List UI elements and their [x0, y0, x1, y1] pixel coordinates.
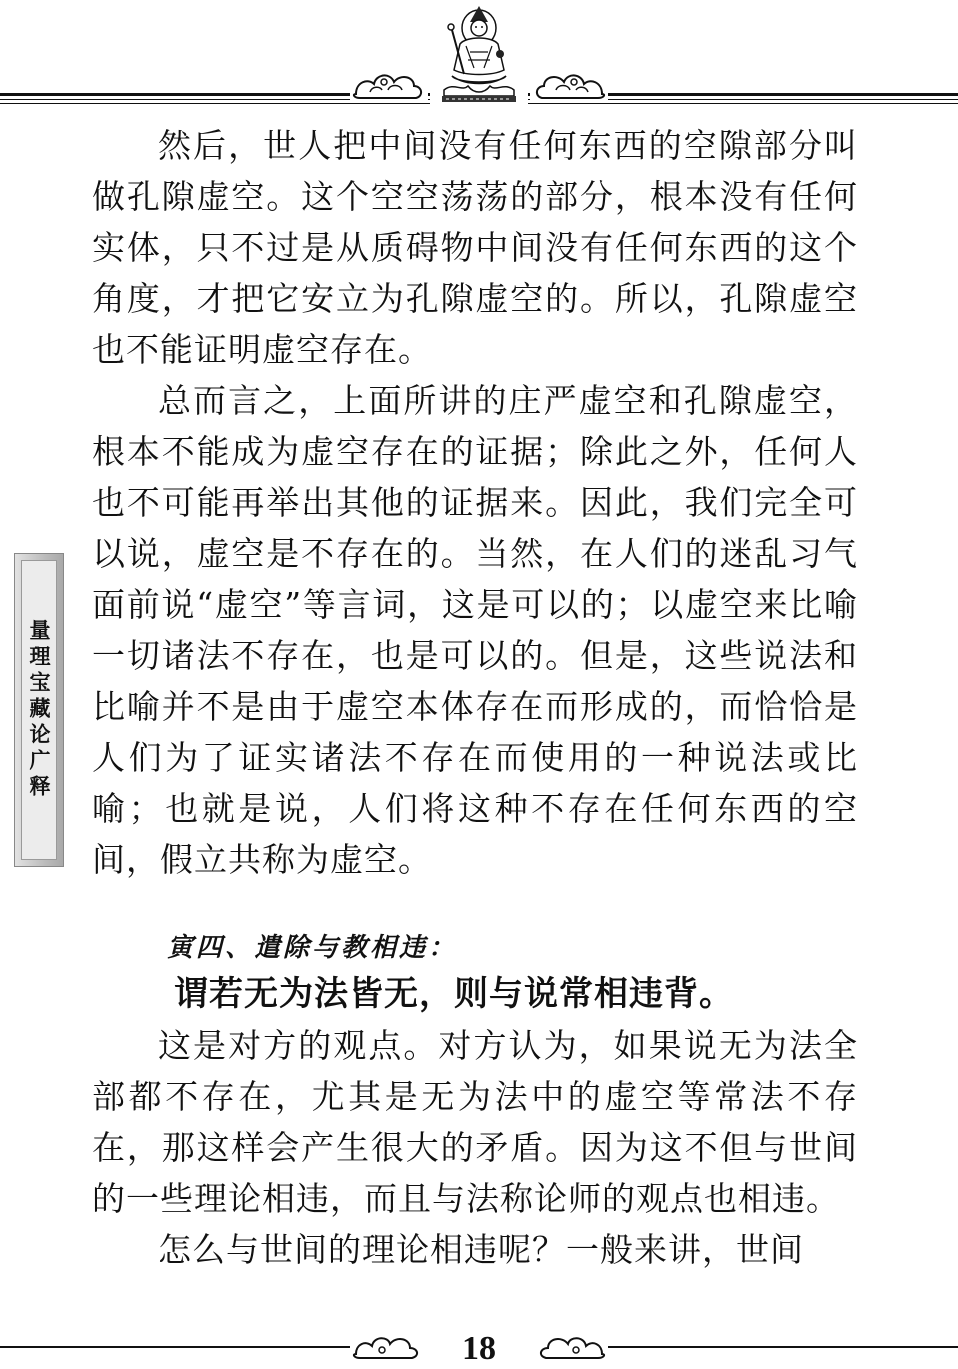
cloud-ornament-icon: [350, 66, 428, 102]
book-title-vertical: 量理宝藏论广释: [27, 619, 52, 801]
footer-rule: [606, 1346, 958, 1348]
paragraph: 然后，世人把中间没有任何东西的空隙部分叫做孔隙虚空。这个空空荡荡的部分，根本没有任何实体，只不过是从质碍物中间没有任何东西的这个角度，才把它安立为孔隙虚空的。所以，孔隙虚空也不能证明虚空存在。: [92, 126, 858, 369]
footer-rule: [0, 1346, 352, 1348]
paragraph: 怎么与世间的理论相违呢？一般来讲，世间: [158, 1230, 804, 1269]
section-heading: 寅四、遣除与教相违：: [167, 933, 458, 963]
cloud-ornament-icon: [534, 1330, 608, 1362]
deity-figure-icon: [430, 0, 528, 108]
root-verse: 谓若无为法皆无，则与说常相违背。: [174, 974, 734, 1014]
paragraph: 这是对方的观点。对方认为，如果说无为法全部都不存在，尤其是无为法中的虚空等常法不存在，那这样会产生很大的矛盾。因为这不但与世间的一些理论相违，而且与法称论师的观点也相违。: [92, 1026, 858, 1218]
cloud-ornament-icon: [530, 66, 608, 102]
page-content: [92, 120, 858, 1275]
cloud-ornament-icon: [350, 1330, 424, 1362]
paragraph: 总而言之，上面所讲的庄严虚空和孔隙虚空，根本不能成为虚空存在的证据；除此之外，任何人也不可能再举出其他的证据来。因此，我们完全可以说，虚空是不存在的。当然，在人们的迷乱习气面前说“虚空”等言词，这是可以的；以虚空来比喻一切诸法不存在，也是可以的。但是，这些说法和比喻并不是由于虚空本体存在而形成的，而恰恰是人们为了证实诸法不存在而使用的一种说法或比喻；也就是说，人们将这种不存在任何东西的空间，假立共称为虚空。: [92, 381, 858, 879]
side-tab-inner: [21, 560, 57, 860]
side-tab: [14, 553, 64, 867]
page-number: 18: [462, 1330, 496, 1367]
